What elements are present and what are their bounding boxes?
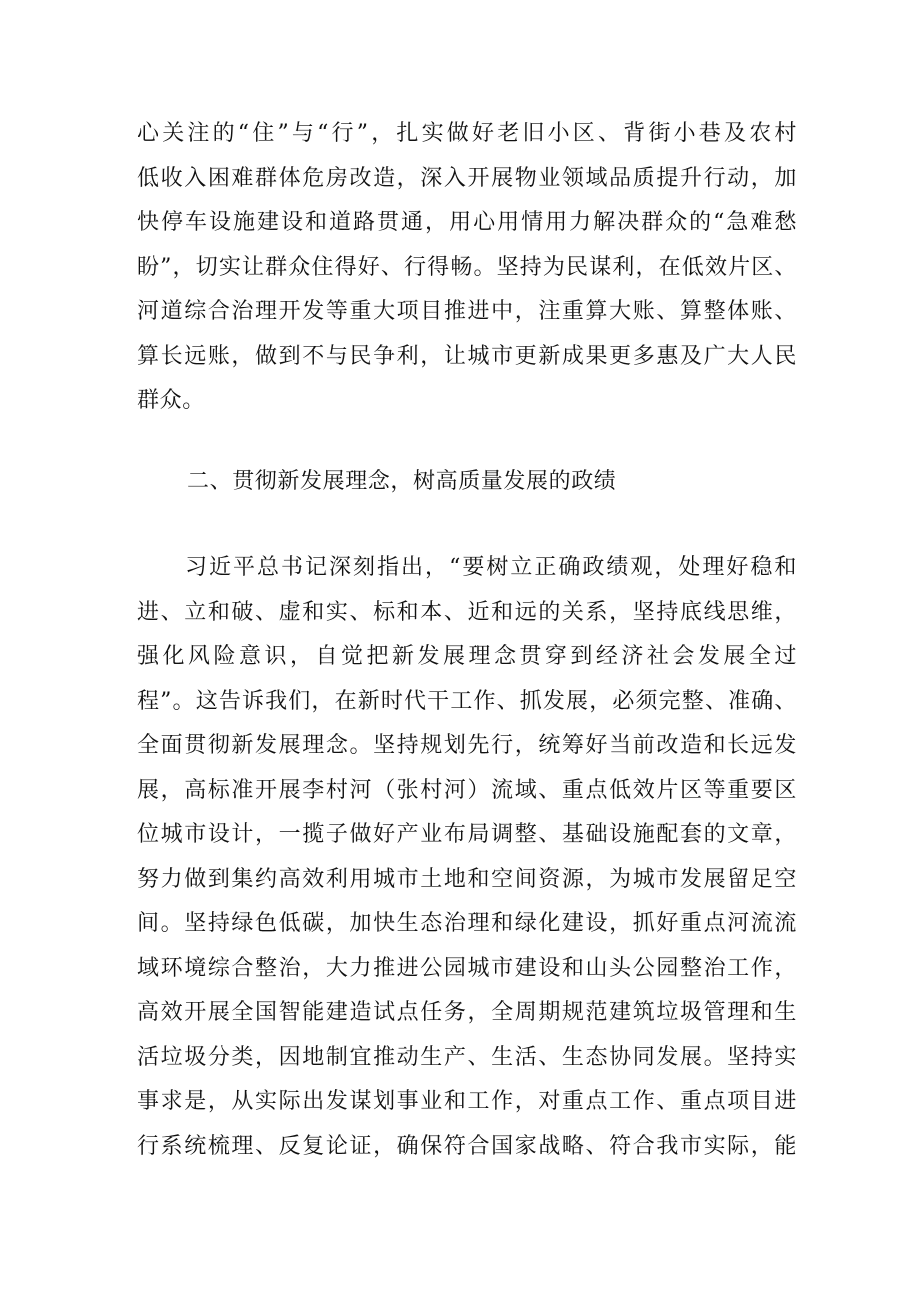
paragraph-2-line: 行系统梳理、反复论证，确保符合国家战略、符合我市实际，能 (137, 1133, 797, 1159)
paragraph-2-line: 活垃圾分类，因地制宜推动生产、生活、生态协同发展。坚持实 (137, 1044, 797, 1070)
paragraph-2-line: 努力做到集约高效利用城市土地和空间资源，为城市发展留足空 (137, 866, 797, 892)
paragraph-1-line: 快停车设施建设和道路贯通，用心用情用力解决群众的“急难愁 (137, 210, 797, 235)
paragraph-2-line: 间。坚持绿色低碳，加快生态治理和绿化建设，抓好重点河流流 (137, 911, 797, 936)
paragraph-2-line: 展，高标准开展李村河（张村河）流域、重点低效片区等重要区 (137, 777, 797, 803)
paragraph-2-line: 位城市设计，一揽子做好产业布局调整、基础设施配套的文章， (137, 822, 797, 847)
paragraph-2-line: 强化风险意识，自觉把新发展理念贯穿到经济社会发展全过 (137, 644, 797, 669)
paragraph-1-line: 群众。 (137, 388, 205, 413)
paragraph-1-line: 心关注的“住”与“行”，扎实做好老旧小区、背街小巷及农村 (137, 121, 797, 146)
paragraph-2 (137, 546, 797, 1169)
paragraph-1-line: 低收入困难群体危房改造，深入开展物业领域品质提升行动，加 (137, 165, 797, 191)
section-heading: 二、贯彻新发展理念，树高质量发展的政绩 (187, 469, 617, 494)
paragraph-2-line: 程”。这告诉我们，在新时代干工作、抓发展，必须完整、准确、 (137, 688, 797, 714)
paragraph-2-line: 域环境综合整治，大力推进公园城市建设和山头公园整治工作， (137, 955, 797, 981)
paragraph-2-line: 进、立和破、虚和实、标和本、近和远的关系，坚持底线思维， (137, 599, 797, 625)
paragraph-2-line: 习近平总书记深刻指出，“要树立正确政绩观，处理好稳和 (137, 555, 797, 580)
paragraph-2-line: 事求是，从实际出发谋划事业和工作，对重点工作、重点项目进 (137, 1089, 797, 1114)
paragraph-1-line: 算长远账，做到不与民争利，让城市更新成果更多惠及广大人民 (137, 343, 797, 369)
paragraph-1 (137, 112, 797, 424)
paragraph-1-line: 河道综合治理开发等重大项目推进中，注重算大账、算整体账、 (137, 299, 797, 324)
paragraph-2-line: 全面贯彻新发展理念。坚持规划先行，统筹好当前改造和长远发 (137, 733, 797, 758)
paragraph-1-line: 盼”，切实让群众住得好、行得畅。坚持为民谋利，在低效片区、 (137, 254, 797, 280)
paragraph-2-line: 高效开展全国智能建造试点任务，全周期规范建筑垃圾管理和生 (137, 1000, 797, 1025)
